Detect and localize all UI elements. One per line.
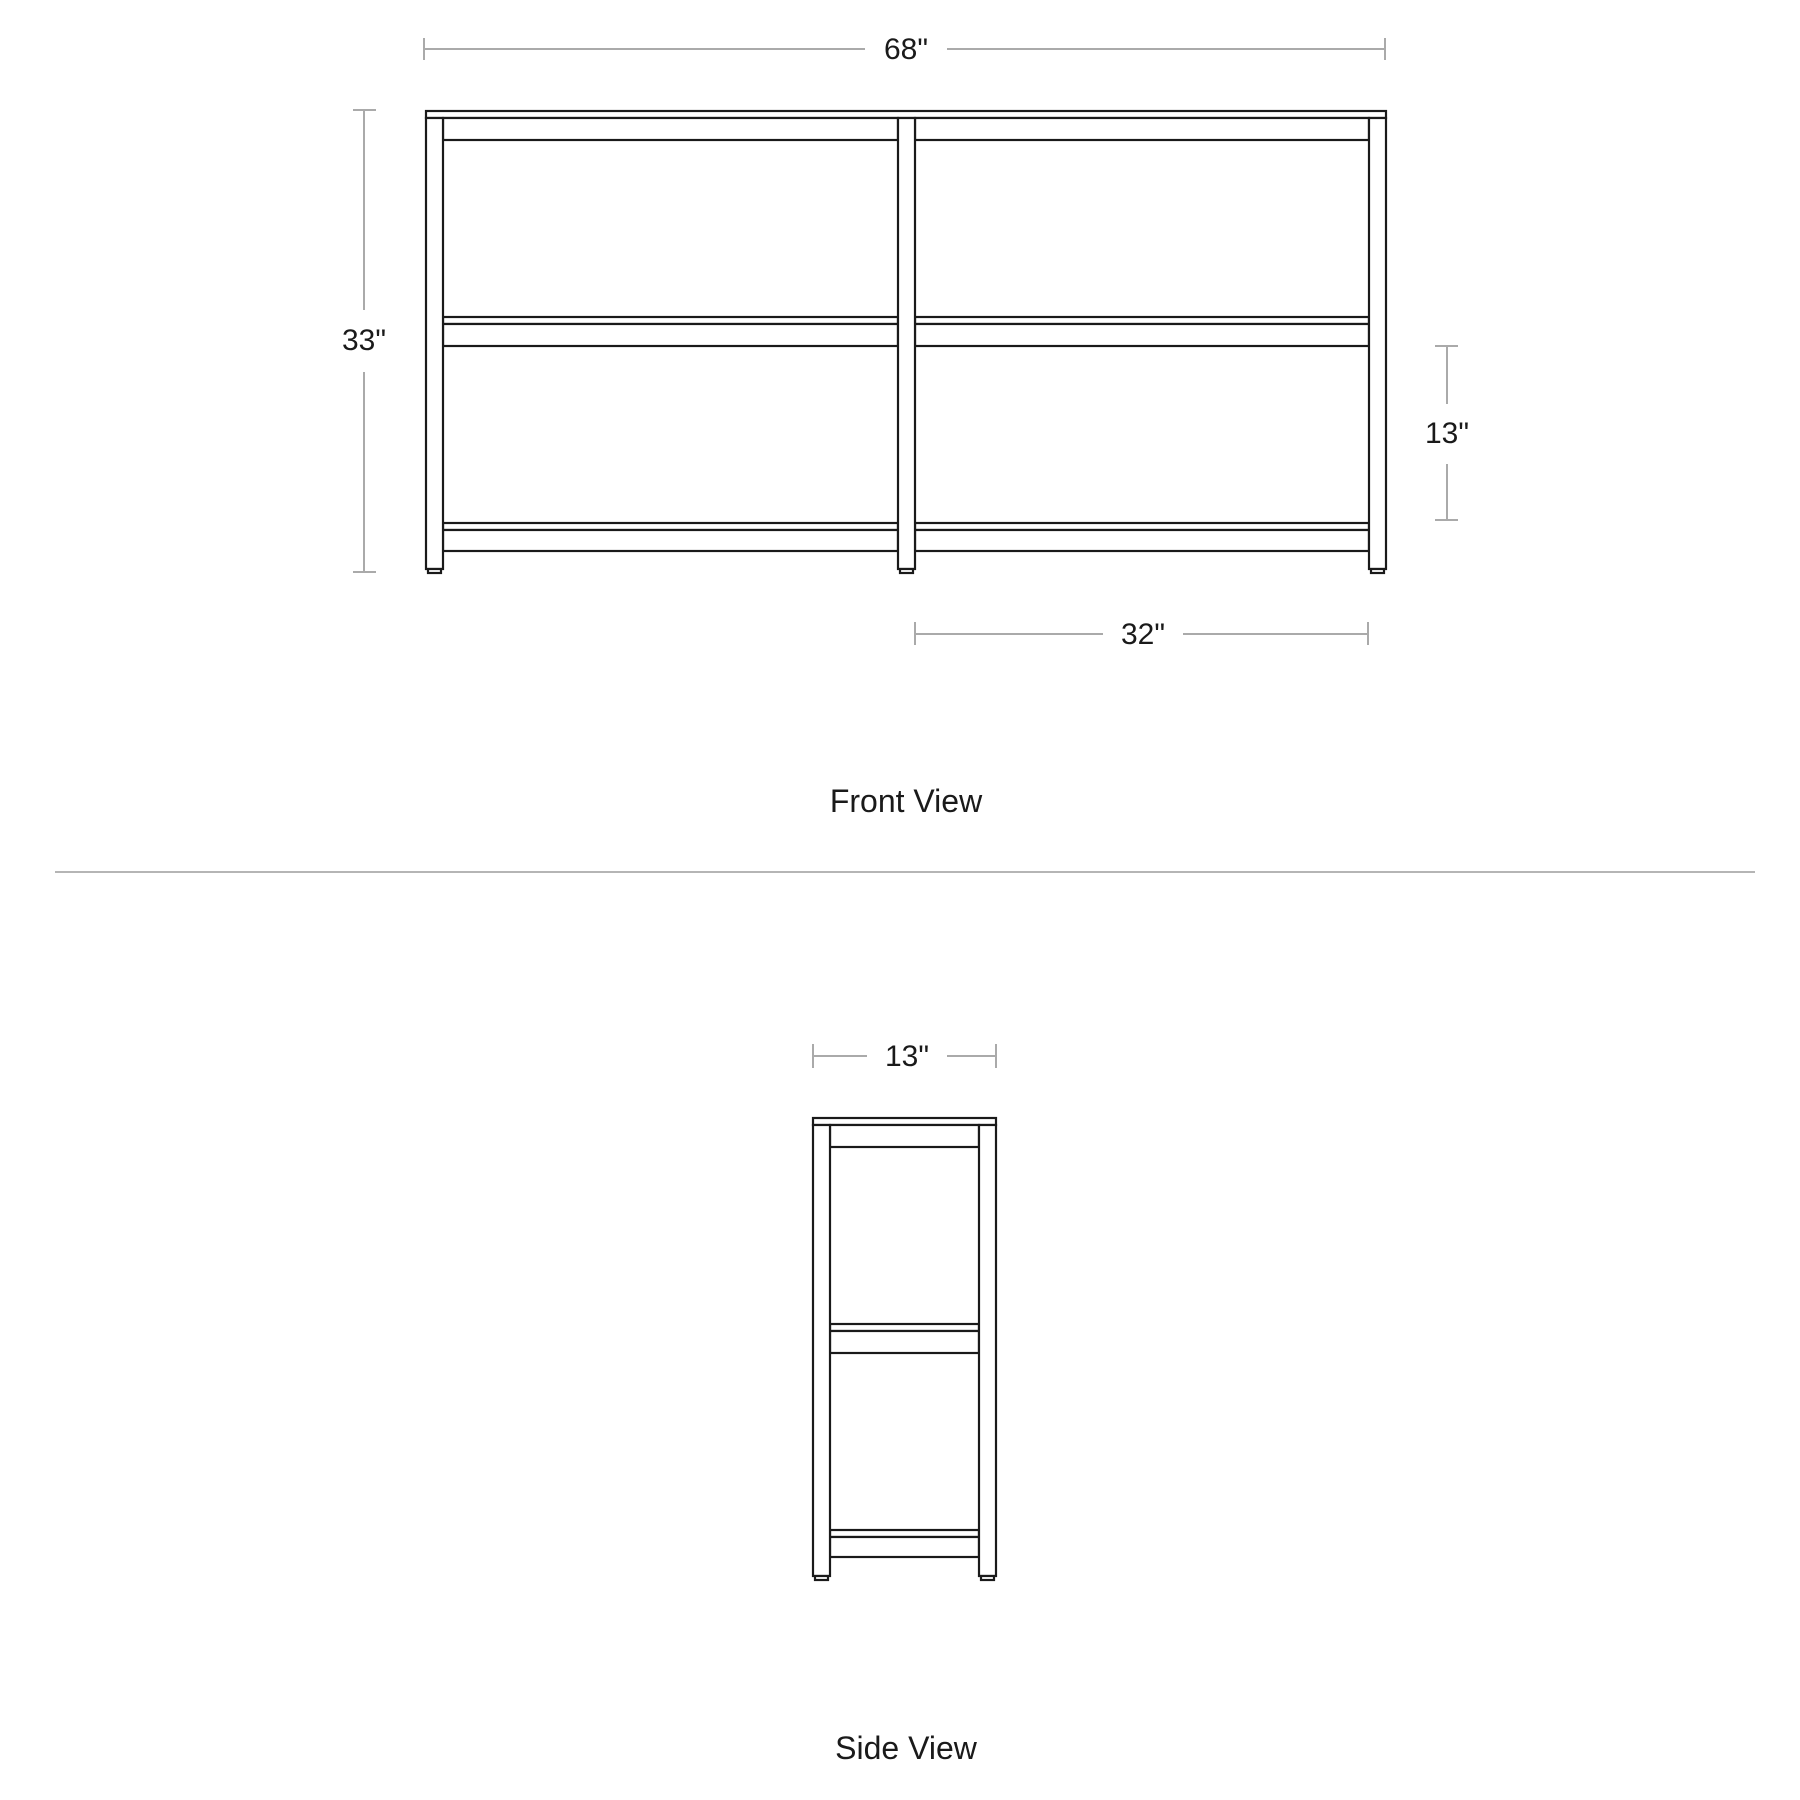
front-bottom-rail-right — [915, 530, 1369, 551]
front-shelf-spacing-label: 13" — [1424, 417, 1470, 450]
front-width-label: 68" — [883, 33, 929, 66]
front-bottom-rail-left — [443, 530, 898, 551]
side-top-rail — [830, 1125, 979, 1147]
front-foot-middle — [900, 569, 913, 573]
side-leg-back — [979, 1125, 996, 1576]
side-view — [813, 1040, 996, 1766]
front-leg-left — [426, 118, 443, 569]
side-depth-dimension — [813, 1040, 996, 1073]
front-view-label: Front View — [829, 783, 983, 819]
side-view-label: Side View — [835, 1730, 977, 1766]
front-top-rail-right — [915, 118, 1369, 140]
front-width-dimension — [424, 33, 1385, 66]
front-shelf-spacing-dimension — [1425, 346, 1469, 520]
front-leg-right — [1369, 118, 1386, 569]
front-leg-middle — [898, 118, 915, 569]
front-shelf-frame — [426, 111, 1386, 573]
front-height-label: 33" — [341, 324, 387, 357]
side-shelf-frame — [813, 1118, 996, 1580]
side-foot-back — [981, 1576, 994, 1580]
front-foot-left — [428, 569, 441, 573]
front-bay-width-label: 32" — [1120, 618, 1166, 651]
side-middle-rail — [830, 1331, 979, 1353]
side-bottom-rail — [830, 1537, 979, 1557]
side-depth-label: 13" — [884, 1040, 930, 1073]
side-foot-front — [815, 1576, 828, 1580]
side-leg-front — [813, 1125, 830, 1576]
front-middle-rail-left — [443, 324, 898, 346]
front-height-dimension — [342, 110, 386, 572]
front-bay-width-dimension — [915, 618, 1368, 651]
front-foot-right — [1371, 569, 1384, 573]
front-view — [342, 33, 1469, 819]
front-top-rail-left — [443, 118, 898, 140]
front-middle-rail-right — [915, 324, 1369, 346]
